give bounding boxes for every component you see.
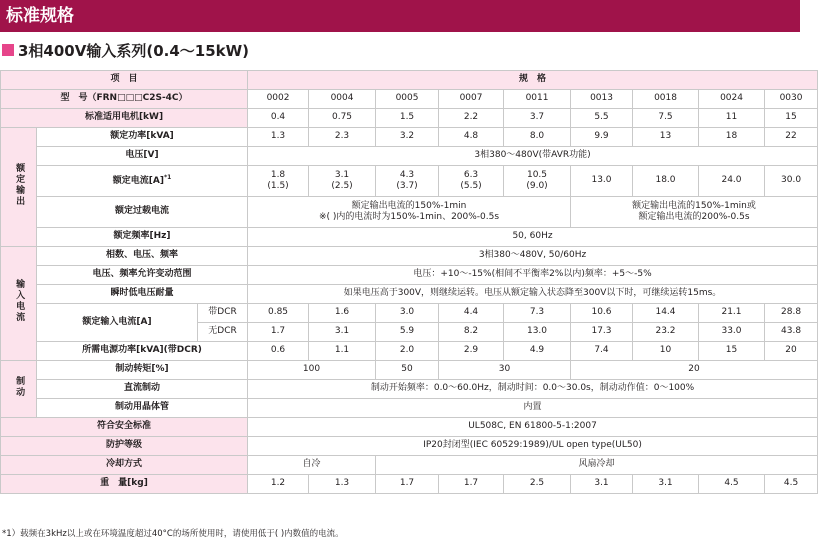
motor-cell: 0.75 (309, 109, 376, 128)
model-cell: 0002 (248, 90, 309, 109)
without-dcr-cell: 43.8 (765, 323, 818, 342)
output-current-cell: 30.0 (765, 166, 818, 197)
overload-label: 额定过载电流 (37, 197, 248, 228)
model-cell: 0005 (376, 90, 439, 109)
capacity-label: 所需电源功率[kVA](带DCR) (37, 342, 248, 361)
capacity-cell: 15 (699, 342, 765, 361)
without-dcr-cell: 3.1 (309, 323, 376, 342)
motor-cell: 15 (765, 109, 818, 128)
dc-brake-label: 直流制动 (37, 380, 248, 399)
voltage-label: 电压[V] (37, 147, 248, 166)
section-subtitle (0, 38, 249, 62)
capacity-cell: 2.0 (376, 342, 439, 361)
protection-value: IP20封闭型(IEC 60529:1989)/UL open type(UL50) (248, 437, 818, 456)
model-cell: 0024 (699, 90, 765, 109)
weight-cell: 3.1 (633, 475, 699, 494)
motor-cell: 2.2 (439, 109, 504, 128)
motor-cell: 11 (699, 109, 765, 128)
power-cell: 18 (699, 128, 765, 147)
cooling-natural: 自冷 (248, 456, 376, 475)
transistor-value: 内置 (248, 399, 818, 418)
motor-cell: 3.7 (504, 109, 571, 128)
motor-cell: 7.5 (633, 109, 699, 128)
item-header: 项 目 (1, 71, 248, 90)
square-marker-icon (2, 44, 14, 56)
freq-value: 50, 60Hz (248, 228, 818, 247)
with-dcr-cell: 7.3 (504, 304, 571, 323)
motor-cell: 5.5 (571, 109, 633, 128)
dip-label: 瞬时低电压耐量 (37, 285, 248, 304)
standards-label: 符合安全标准 (1, 418, 248, 437)
weight-cell: 3.1 (571, 475, 633, 494)
weight-cell: 1.7 (439, 475, 504, 494)
model-cell: 0007 (439, 90, 504, 109)
weight-cell: 1.7 (376, 475, 439, 494)
with-dcr-cell: 10.6 (571, 304, 633, 323)
power-cell: 13 (633, 128, 699, 147)
with-dcr-cell: 28.8 (765, 304, 818, 323)
model-cell: 0030 (765, 90, 818, 109)
output-current-cell: 3.1 (2.5) (309, 166, 376, 197)
power-cell: 22 (765, 128, 818, 147)
power-cell: 2.3 (309, 128, 376, 147)
torque-cell: 20 (571, 361, 818, 380)
model-cell: 0004 (309, 90, 376, 109)
without-dcr-cell: 13.0 (504, 323, 571, 342)
with-dcr-cell: 3.0 (376, 304, 439, 323)
weight-cell: 1.2 (248, 475, 309, 494)
model-cell: 0018 (633, 90, 699, 109)
fluct-label: 电压、频率允许变动范围 (37, 266, 248, 285)
with-dcr-cell: 21.1 (699, 304, 765, 323)
phases-label: 相数、电压、频率 (37, 247, 248, 266)
model-label: 型 号（FRN□□□C2S-4C） (1, 90, 248, 109)
input-group-label: 输入电流 (1, 247, 37, 361)
braking-group-label: 制动 (1, 361, 37, 418)
subtitle-text: 3相400V输入系列(0.4～15kW) (18, 41, 250, 60)
cooling-fan: 风扇冷却 (376, 456, 818, 475)
power-cell: 3.2 (376, 128, 439, 147)
weight-label: 重 量[kg] (1, 475, 248, 494)
overload-right: 额定输出电流的150%-1min或 额定输出电流的200%-0.5s (571, 197, 818, 228)
weight-cell: 4.5 (699, 475, 765, 494)
spec-table (0, 70, 818, 494)
capacity-cell: 2.9 (439, 342, 504, 361)
dip-value: 如果电压高于300V，则继续运转。电压从额定输入状态降至300V以下时，可继续运转15ms。 (248, 285, 818, 304)
torque-cell: 50 (376, 361, 439, 380)
without-dcr-cell: 8.2 (439, 323, 504, 342)
output-current-cell: 4.3 (3.7) (376, 166, 439, 197)
without-dcr-cell: 5.9 (376, 323, 439, 342)
power-cell: 4.8 (439, 128, 504, 147)
capacity-cell: 1.1 (309, 342, 376, 361)
weight-cell: 4.5 (765, 475, 818, 494)
with-dcr-label: 带DCR (198, 304, 248, 323)
section-banner: 标准规格 (0, 0, 800, 32)
voltage-value: 3相380～480V(带AVR功能) (248, 147, 818, 166)
standards-value: UL508C, EN 61800-5-1:2007 (248, 418, 818, 437)
output-current-cell: 18.0 (633, 166, 699, 197)
weight-cell: 2.5 (504, 475, 571, 494)
without-dcr-cell: 33.0 (699, 323, 765, 342)
fluct-value: 电压：+10～-15%(相间不平衡率2%以内)频率：+5～-5% (248, 266, 818, 285)
output-group-label: 额定输出 (1, 128, 37, 247)
with-dcr-cell: 1.6 (309, 304, 376, 323)
model-cell: 0013 (571, 90, 633, 109)
without-dcr-cell: 1.7 (248, 323, 309, 342)
torque-cell: 100 (248, 361, 376, 380)
transistor-label: 制动用晶体管 (37, 399, 248, 418)
output-current-cell: 24.0 (699, 166, 765, 197)
power-cell: 1.3 (248, 128, 309, 147)
motor-cell: 1.5 (376, 109, 439, 128)
output-current-cell: 1.8 (1.5) (248, 166, 309, 197)
power-label: 额定功率[kVA] (37, 128, 248, 147)
model-cell: 0011 (504, 90, 571, 109)
capacity-cell: 20 (765, 342, 818, 361)
power-cell: 9.9 (571, 128, 633, 147)
input-current-label: 额定输入电流[A] (37, 304, 198, 342)
capacity-cell: 0.6 (248, 342, 309, 361)
torque-cell: 30 (439, 361, 571, 380)
output-current-label: 额定电流$[A]^{*1}$ (37, 166, 248, 197)
motor-label: 标准适用电机[kW] (1, 109, 248, 128)
overload-left: 额定输出电流的150%-1min ※( )内的电流时为150%-1min、200%-0.5s (248, 197, 571, 228)
power-cell: 8.0 (504, 128, 571, 147)
output-current-cell: 10.5 (9.0) (504, 166, 571, 197)
cooling-label: 冷却方式 (1, 456, 248, 475)
capacity-cell: 4.9 (504, 342, 571, 361)
torque-label: 制动转矩[%] (37, 361, 248, 380)
output-current-cell: 13.0 (571, 166, 633, 197)
without-dcr-cell: 17.3 (571, 323, 633, 342)
capacity-cell: 7.4 (571, 342, 633, 361)
with-dcr-cell: 0.85 (248, 304, 309, 323)
without-dcr-cell: 23.2 (633, 323, 699, 342)
weight-cell: 1.3 (309, 475, 376, 494)
protection-label: 防护等级 (1, 437, 248, 456)
capacity-cell: 10 (633, 342, 699, 361)
output-current-cell: 6.3 (5.5) (439, 166, 504, 197)
with-dcr-cell: 14.4 (633, 304, 699, 323)
dc-brake-value: 制动开始频率：0.0～60.0Hz，制动时间：0.0～30.0s，制动动作值：0～100% (248, 380, 818, 399)
spec-header: 规 格 (248, 71, 818, 90)
motor-cell: 0.4 (248, 109, 309, 128)
footnote: *1）载频在3kHz以上或在环境温度超过40°C的场所使用时，请使用低于( )内数值的电流。 (2, 529, 344, 539)
freq-label: 额定频率[Hz] (37, 228, 248, 247)
without-dcr-label: 无DCR (198, 323, 248, 342)
phases-value: 3相380～480V, 50/60Hz (248, 247, 818, 266)
with-dcr-cell: 4.4 (439, 304, 504, 323)
